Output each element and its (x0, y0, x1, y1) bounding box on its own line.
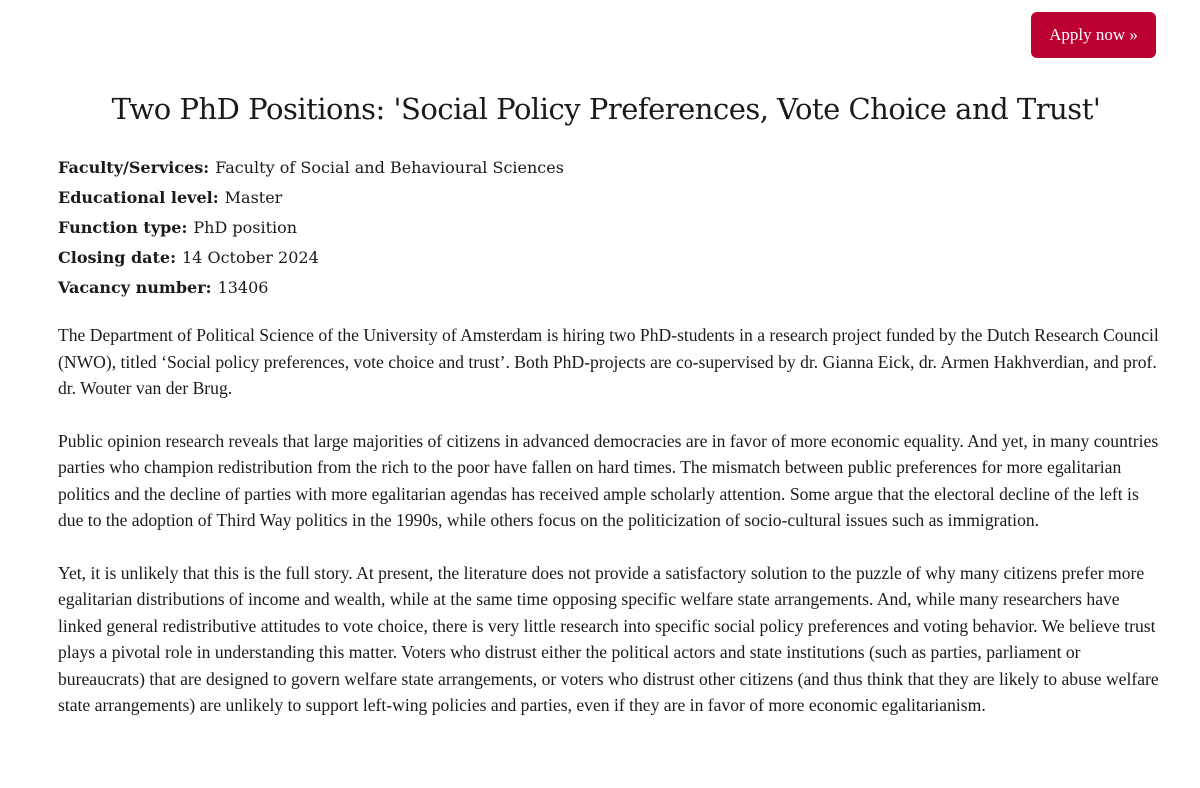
description-paragraph: Public opinion research reveals that large majorities of citizens in advanced democracies are in favor of more economic equality. And yet, in many countries parties who champion redistribution from the rich to the poor have fallen on hard times. The mismatch between public preferences for more egalitarian politics and the decline of parties with more egalitarian agendas has received ample scholarly attention. Some argue that the electoral decline of the left is due to the adoption of Third Way politics in the 1990s, while others focus on the politicization of socio-cultural issues such as immigration. (58, 430, 1159, 530)
meta-educational-level (58, 183, 1158, 213)
meta-value: Faculty of Social and Behavioural Sciences (215, 158, 564, 177)
meta-value: 14 October 2024 (182, 248, 319, 267)
meta-label: Closing date: (58, 248, 176, 267)
apply-now-button[interactable]: Apply now » (1031, 12, 1156, 58)
description-paragraph: Yet, it is unlikely that this is the full story. At present, the literature does not provide a satisfactory solution to the puzzle of why many citizens prefer more egalitarian distributions of income and wealth, while at the same time opposing specific welfare state arrangements. And, while many researchers have linked general redistributive attitudes to vote choice, there is very little research into specific social policy preferences and voting behavior. We believe trust plays a pivotal role in understanding this matter. Voters who distrust either the political actors and state institutions (such as parties, parliament or bureaucrats) that are designed to govern welfare state arrangements, or voters who distrust other citizens (and thus think that they are likely to abuse welfare state arrangements) are unlikely to support left-wing policies and parties, even if they are in favor of more economic egalitarianism. (58, 562, 1159, 715)
page-title: Two PhD Positions: 'Social Policy Preferences, Vote Choice and Trust' (111, 92, 1101, 126)
meta-label: Faculty/Services: (58, 158, 210, 177)
meta-value: Master (224, 188, 283, 207)
meta-vacancy-number (58, 273, 1158, 303)
vacancy-details (58, 153, 1158, 303)
meta-label: Vacancy number: (58, 278, 212, 297)
meta-label: Educational level: (58, 188, 219, 207)
meta-value: 13406 (217, 278, 269, 297)
description-paragraph: The Department of Political Science of the University of Amsterdam is hiring two PhD-students in a research project funded by the Dutch Research Council (NWO), titled ‘Social policy preferences, vote choice and trust’. Both PhD-projects are co-supervised by dr. Gianna Eick, dr. Armen Hakhverdian, and prof. dr. Wouter van der Brug. (58, 325, 1159, 398)
vacancy-description (58, 322, 1163, 745)
meta-closing-date (58, 243, 1158, 273)
meta-function-type (58, 213, 1158, 243)
meta-faculty (58, 153, 1158, 183)
meta-label: Function type: (58, 218, 188, 237)
meta-value: PhD position (193, 218, 298, 237)
